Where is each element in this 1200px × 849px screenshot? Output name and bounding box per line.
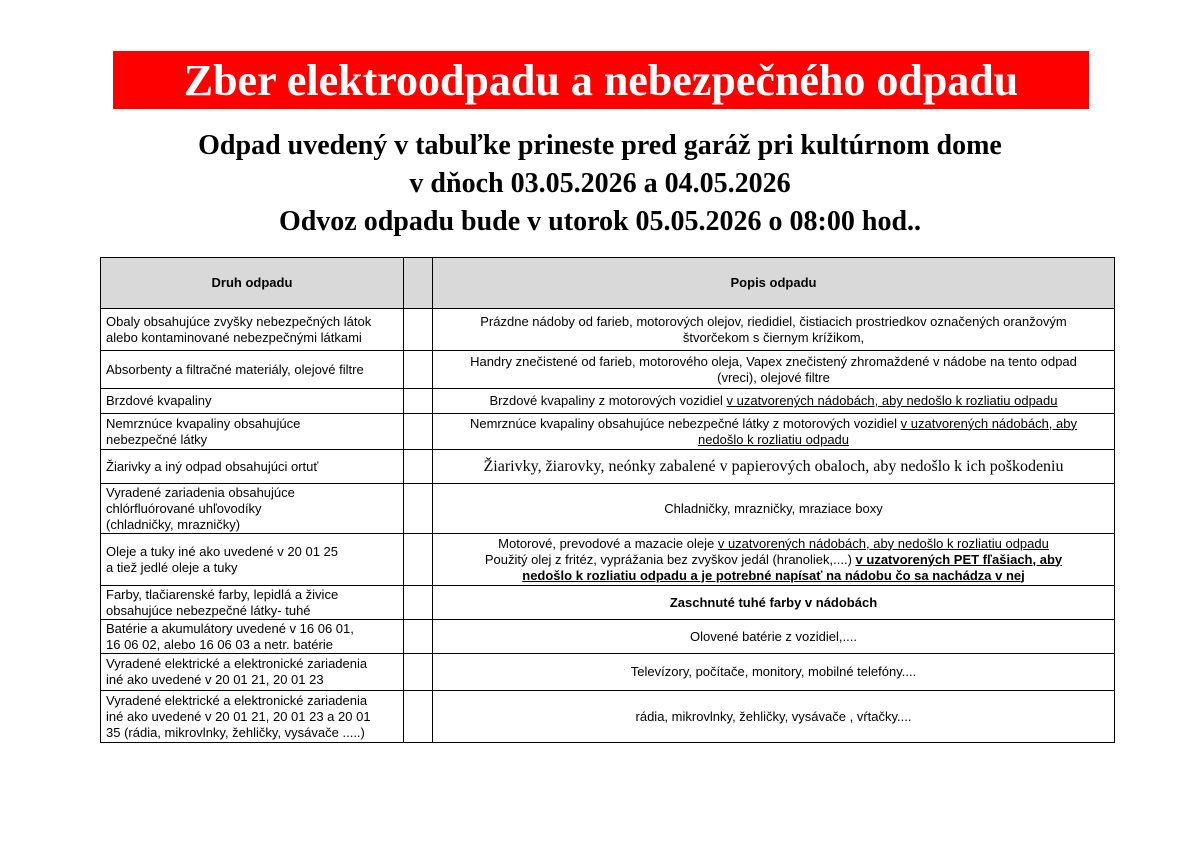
spacer-cell	[404, 484, 433, 534]
header-spacer	[404, 258, 433, 309]
table-row	[101, 351, 1115, 389]
row-type	[101, 414, 404, 450]
desc-underlined: nedošlo k rozliatiu odpadu	[697, 431, 850, 447]
spacer-cell	[404, 691, 433, 743]
table-row	[101, 309, 1115, 351]
subtitle-line-1: Odpad uvedený v tabuľke prineste pred garáž pri kultúrnom dome	[198, 130, 1002, 161]
row-description	[433, 414, 1115, 450]
row-description	[433, 654, 1115, 691]
table-row	[101, 691, 1115, 743]
spacer-cell	[404, 414, 433, 450]
row-type	[101, 534, 404, 586]
desc-line: Žiarivky, žiarovky, neónky zabalené v papierových obaloch, aby nedošlo k ich poškodeniu	[483, 457, 1064, 475]
row-description	[433, 586, 1115, 620]
desc-underlined: v uzatvorených nádobách, aby nedošlo k rozliatiu odpadu	[717, 535, 1049, 551]
table-row	[101, 534, 1115, 586]
table-row	[101, 450, 1115, 484]
header-type: Druh odpadu	[101, 258, 404, 309]
desc-line: rádia, mikrovlnky, žehličky, vysávače , vŕtačky....	[635, 708, 912, 724]
type-line: Oleje a tuky iné ako uvedené v 20 01 25	[106, 543, 338, 559]
type-line: Vyradené zariadenia obsahujúce	[106, 484, 295, 500]
type-line: Batérie a akumulátory uvedené v 16 06 01,	[106, 620, 354, 636]
desc-text: Použitý olej z fritéz, vyprážania bez zvyškov jedál (hranoliek,....)	[484, 551, 856, 567]
row-description	[433, 484, 1115, 534]
desc-line: (vreci), olejové filtre	[717, 369, 830, 385]
type-line: (chladničky, mrazničky)	[106, 516, 241, 532]
row-type	[101, 351, 404, 389]
row-description	[433, 351, 1115, 389]
row-description	[433, 309, 1115, 351]
type-line: nebezpečné látky	[106, 431, 208, 447]
type-line: obsahujúce nebezpečné látky- tuhé	[106, 602, 311, 618]
desc-line: štvorčekom s čiernym krížikom,	[682, 329, 865, 345]
desc-bold-underlined: nedošlo k rozliatiu odpadu a je potrebné napísať na nádobu čo sa nachádza v nej	[522, 567, 1025, 583]
type-line: Vyradené elektrické a elektronické zariadenia	[106, 692, 368, 708]
desc-line: Olovené batérie z vozidiel,....	[690, 628, 857, 644]
spacer-cell	[404, 309, 433, 351]
row-type	[101, 309, 404, 351]
type-line: alebo kontaminované nebezpečnými látkami	[106, 329, 362, 345]
type-line: chlórfluórované uhľovodíky	[106, 500, 262, 516]
table-row	[101, 484, 1115, 534]
type-line: a tiež jedlé oleje a tuky	[106, 559, 238, 575]
row-description	[433, 534, 1115, 586]
row-description	[433, 691, 1115, 743]
desc-underlined: v uzatvorených nádobách, aby nedošlo k rozliatiu odpadu	[726, 393, 1058, 408]
spacer-cell	[404, 586, 433, 620]
type-line: Vyradené elektrické a elektronické zariadenia	[106, 656, 368, 671]
subtitle-line-3: Odvoz odpadu bude v utorok 05.05.2026 o 08:00 hod..	[278, 206, 922, 237]
spacer-cell	[404, 654, 433, 691]
type-line: Nemrznúce kvapaliny obsahujúce	[106, 415, 301, 431]
type-line: Obaly obsahujúce zvyšky nebezpečných látok	[106, 313, 372, 329]
spacer-cell	[404, 534, 433, 586]
desc-line: Handry znečistené od farieb, motorového oleja, Vapex znečistený zhromaždené v nádobe na tento odpad	[470, 353, 1077, 369]
table-row	[101, 620, 1115, 654]
type-line: iné ako uvedené v 20 01 21, 20 01 23	[106, 672, 324, 687]
table-header-row	[101, 258, 1115, 309]
type-line: 35 (rádia, mikrovlnky, žehličky, vysávače .....)	[106, 724, 365, 740]
row-type	[101, 654, 404, 691]
row-type	[101, 389, 404, 414]
type-line: 16 06 02, alebo 16 06 03 a netr. batérie	[106, 636, 333, 652]
row-type	[101, 691, 404, 743]
type-line: Farby, tlačiarenské farby, lepidlá a živice	[106, 586, 339, 602]
desc-underlined: v uzatvorených nádobách, aby	[900, 415, 1077, 431]
desc-line: Chladničky, mrazničky, mraziace boxy	[664, 500, 883, 516]
subtitle-line-2: v dňoch 03.05.2026 a 04.05.2026	[409, 168, 791, 199]
desc-text: Brzdové kvapaliny z motorových vozidiel	[489, 393, 727, 408]
spacer-cell	[404, 351, 433, 389]
page-title: Zber elektroodpadu a nebezpečného odpadu	[183, 55, 1019, 105]
table-row	[101, 586, 1115, 620]
title-banner	[113, 51, 1089, 109]
row-description	[433, 450, 1115, 484]
desc-line: Prázdne nádoby od farieb, motorových olejov, riedidiel, čistiacich prostriedkov označených oranžovým	[480, 313, 1067, 329]
row-description	[433, 389, 1115, 414]
header-description: Popis odpadu	[433, 258, 1115, 309]
type-line: Žiarivky a iný odpad obsahujúci ortuť	[106, 458, 319, 474]
table-row	[101, 654, 1115, 691]
desc-text: Nemrznúce kvapaliny obsahujúce nebezpečné látky z motorových vozidiel	[469, 415, 901, 431]
spacer-cell	[404, 389, 433, 414]
desc-line: Zaschnuté tuhé farby v nádobách	[669, 594, 878, 610]
waste-table	[100, 257, 1115, 743]
row-type	[101, 620, 404, 654]
type-line: Absorbenty a filtračné materiály, olejové filtre	[106, 361, 364, 377]
type-line: Brzdové kvapaliny	[106, 393, 212, 408]
spacer-cell	[404, 620, 433, 654]
row-type	[101, 484, 404, 534]
table-row	[101, 414, 1115, 450]
row-type	[101, 586, 404, 620]
table-row	[101, 389, 1115, 414]
row-type	[101, 450, 404, 484]
type-line: iné ako uvedené v 20 01 21, 20 01 23 a 20 01	[106, 708, 371, 724]
desc-line: Televízory, počítače, monitory, mobilné telefóny....	[630, 664, 917, 679]
spacer-cell	[404, 450, 433, 484]
row-description	[433, 620, 1115, 654]
desc-text: Motorové, prevodové a mazacie oleje	[498, 535, 718, 551]
desc-bold-underlined: v uzatvorených PET fľašiach, aby	[855, 551, 1063, 567]
